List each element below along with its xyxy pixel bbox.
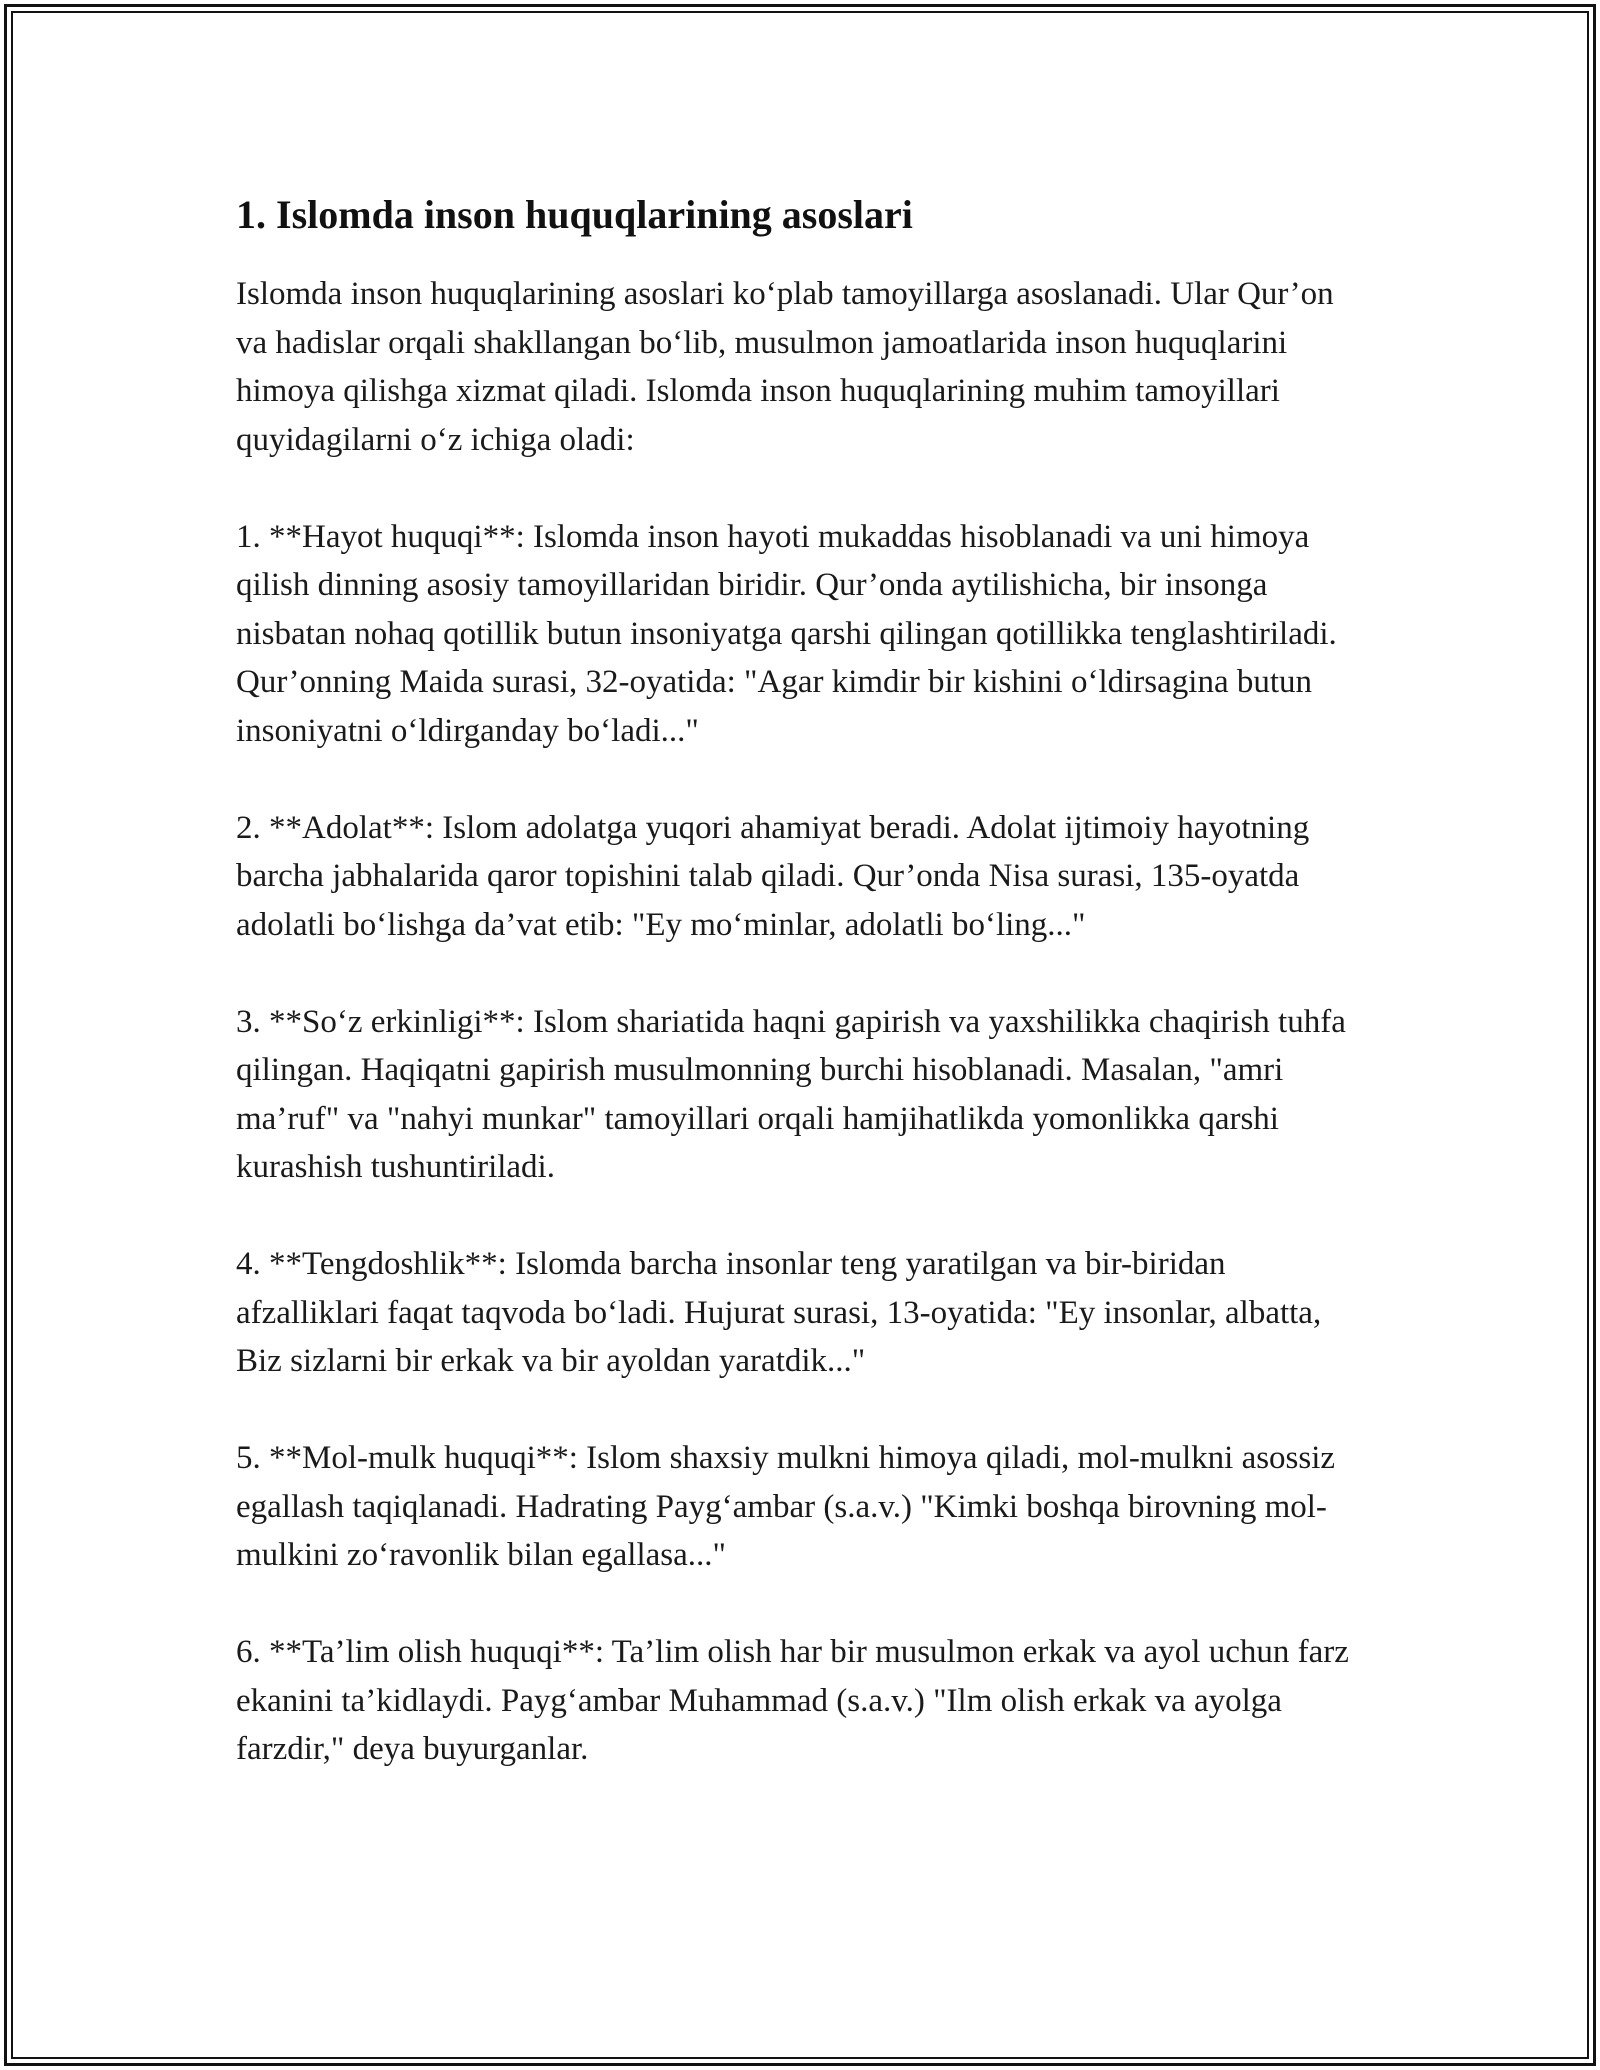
list-item-property-right: 5. **Mol-mulk huquqi**: Islom shaxsiy mulkni himoya qiladi, mol-mulkni asossiz egallash taqiqlanadi. Hadrating Payg‘ambar (s.a.v.) "Kimki boshqa birovning mol-mulkini zo‘ravonlik bilan egallasa..." bbox=[236, 1440, 1336, 1573]
list-item-justice: 2. **Adolat**: Islom adolatga yuqori ahamiyat beradi. Adolat ijtimoiy hayotning barcha jabhalarida qaror topishini talab qiladi. Qur’onda Nisa surasi, 135-oyatda adolatli bo‘lishga da’vat etib: "Ey mo‘minlar, adolatli bo‘ling..." bbox=[236, 809, 1310, 943]
list-item-life-right: 1. **Hayot huquqi**: Islomda inson hayoti mukaddas hisoblanadi va uni himoya qilish dinning asosiy tamoyillaridan biridir. Qur’onda aytilishicha, bir insonga nisbatan nohaq qotillik butun insoniyatga qarshi qilingan qotillikka tenglashtiriladi. Qur’onning Maida surasi, 32-oyatida: "Agar kimdir bir kishini o‘ldirsagina butun insoniyatni o‘ldirganday bo‘ladi..." bbox=[236, 518, 1337, 749]
list-item-education-right: 6. **Ta’lim olish huquqi**: Ta’lim olish har bir musulmon erkak va ayol uchun farz ekanini ta’kidlaydi. Payg‘ambar Muhammad (s.a.v.) "Ilm olish erkak va ayolga farzdir," deya buyurganlar. bbox=[236, 1634, 1349, 1767]
list-item-equality: 4. **Tengdoshlik**: Islomda barcha insonlar teng yaratilgan va bir-biridan afzalliklari faqat taqvoda bo‘ladi. Hujurat surasi, 13-oyatida: "Ey insonlar, albatta, Biz sizlarni bir erkak va bir ayoldan yaratdik..." bbox=[236, 1246, 1322, 1379]
section-title: 1. Islomda inson huquqlarining asoslari bbox=[236, 192, 913, 237]
document-body bbox=[236, 190, 1366, 1774]
intro-paragraph: Islomda inson huquqlarining asoslari ko‘plab tamoyillarga asoslanadi. Ular Qur’on va hadislar orqali shakllangan bo‘lib, musulmon jamoatlarida inson huquqlarini himoya qilishga xizmat qiladi. Islomda inson huquqlarining muhim tamoyillari quyidagilarni o‘z ichiga oladi: bbox=[236, 276, 1334, 458]
list-item-free-speech: 3. **So‘z erkinligi**: Islom shariatida haqni gapirish va yaxshilikka chaqirish tuhfa qilingan. Haqiqatni gapirish musulmonning burchi hisoblanadi. Masalan, "amri ma’ruf" va "nahyi munkar" tamoyillari orqali hamjihatlikda yomonlikka qarshi kurashish tushuntiriladi. bbox=[236, 1003, 1346, 1185]
